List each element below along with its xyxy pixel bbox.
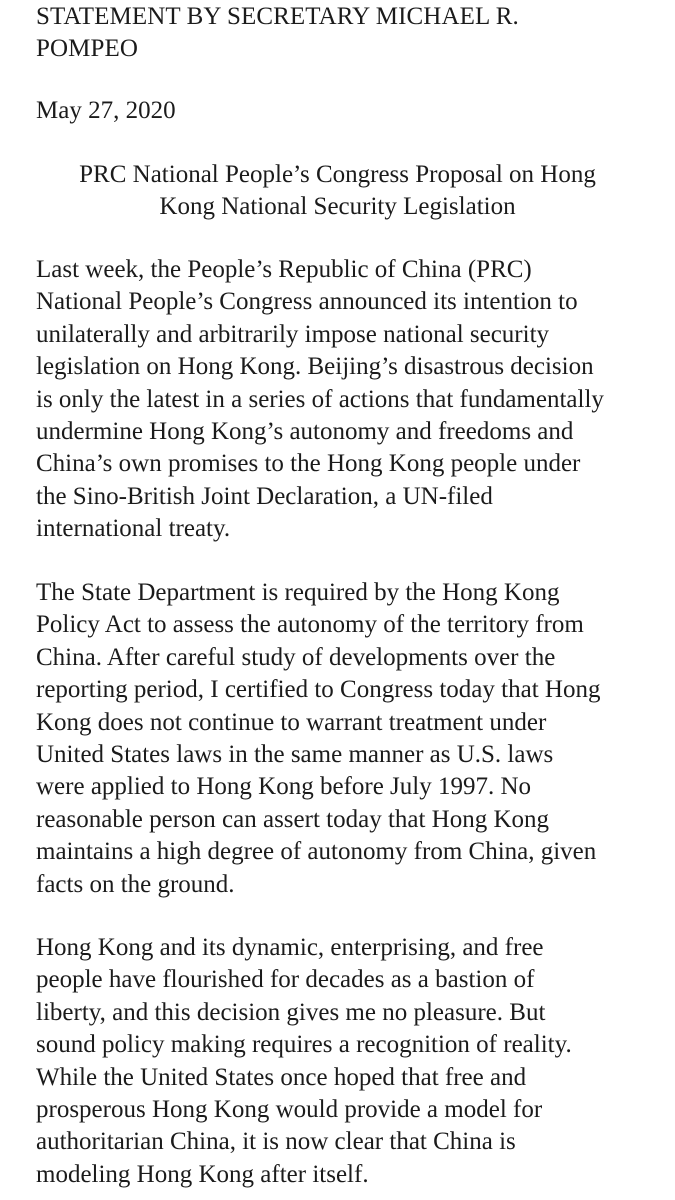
paragraph-line: the Sino-British Joint Declaration, a UN-filed xyxy=(36,482,493,510)
statement-date: May 27, 2020 xyxy=(36,97,176,124)
subtitle-line: PRC National People’s Congress Proposal on Hong xyxy=(79,161,596,188)
paragraph-1 xyxy=(36,254,666,546)
statement-heading xyxy=(36,1,656,65)
paragraph-line: prosperous Hong Kong would provide a model for xyxy=(36,1096,543,1124)
paragraph-line: authoritarian China, it is now clear that China is xyxy=(36,1128,516,1156)
paragraph-line: modeling Hong Kong after itself. xyxy=(36,1160,369,1188)
paragraph-line: Last week, the People’s Republic of China (PRC) xyxy=(36,256,532,283)
heading-line: STATEMENT BY SECRETARY MICHAEL R. xyxy=(36,3,519,30)
paragraph-line: Policy Act to assess the autonomy of the territory from xyxy=(36,611,584,639)
paragraph-line: international treaty. xyxy=(36,515,231,543)
paragraph-line: facts on the ground. xyxy=(36,870,235,898)
paragraph-line: unilaterally and arbitrarily impose national security xyxy=(36,320,550,348)
paragraph-line: reporting period, I certified to Congress today that Hong xyxy=(36,676,601,704)
heading-line: POMPEO xyxy=(36,35,139,62)
paragraph-line: were applied to Hong Kong before July 1997. No xyxy=(36,773,532,801)
paragraph-line: While the United States once hoped that free and xyxy=(36,1063,527,1091)
subtitle-line: Kong National Security Legislation xyxy=(159,193,516,220)
paragraph-line: National People’s Congress announced its intention to xyxy=(36,288,578,316)
statement-subtitle xyxy=(0,159,675,223)
paragraph-line: undermine Hong Kong’s autonomy and freedoms and xyxy=(36,418,574,446)
paragraph-line: sound policy making requires a recognition of reality. xyxy=(36,1031,572,1059)
paragraph-2 xyxy=(36,577,666,901)
paragraph-line: liberty, and this decision gives me no pleasure. But xyxy=(36,998,546,1026)
paragraph-line: reasonable person can assert today that Hong Kong xyxy=(36,805,550,833)
paragraph-line: China’s own promises to the Hong Kong people under xyxy=(36,450,581,478)
paragraph-line: The State Department is required by the Hong Kong xyxy=(36,579,560,606)
paragraph-line: legislation on Hong Kong. Beijing’s disastrous decision xyxy=(36,353,594,381)
paragraph-line: is only the latest in a series of actions that fundamentally xyxy=(36,385,604,413)
paragraph-line: China. After careful study of developments over the xyxy=(36,643,556,671)
paragraph-line: maintains a high degree of autonomy from China, given xyxy=(36,838,597,866)
paragraph-line: Kong does not continue to warrant treatment under xyxy=(36,708,547,736)
paragraph-line: people have flourished for decades as a bastion of xyxy=(36,966,535,994)
paragraph-line: Hong Kong and its dynamic, enterprising, and free xyxy=(36,934,544,961)
paragraph-3 xyxy=(36,932,666,1191)
paragraph-line: United States laws in the same manner as U.S. laws xyxy=(36,741,554,769)
